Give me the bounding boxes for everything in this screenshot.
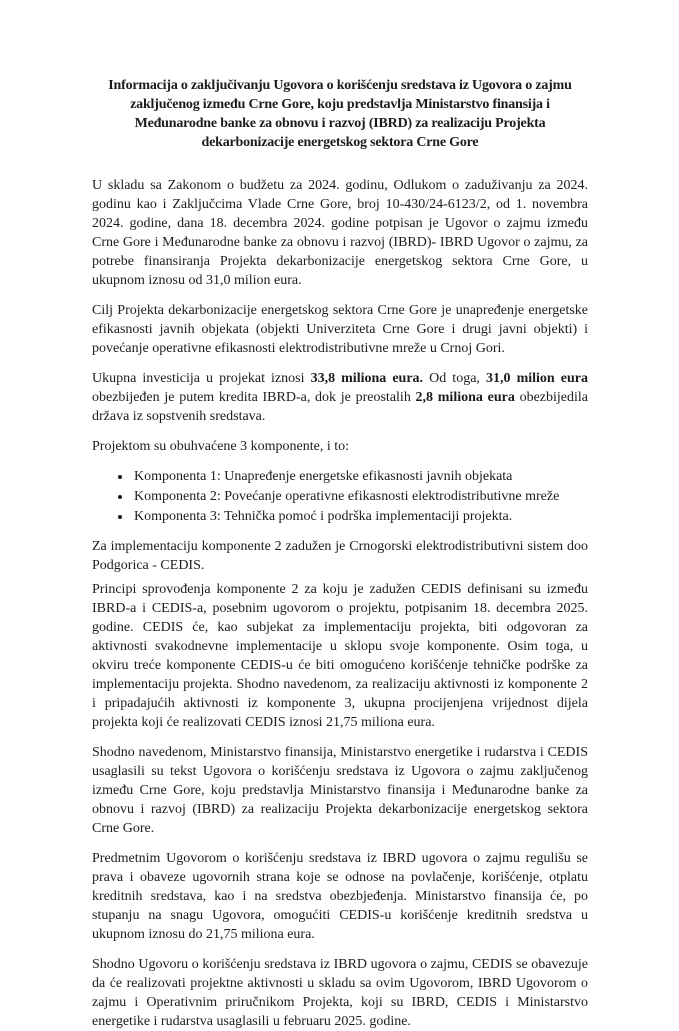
paragraph-agreement-scope: Predmetnim Ugovorom o korišćenju sredstava iz IBRD ugovora o zajmu regulišu se prava i obaveze ugovornih strana koje se odnose na povlačenje, korišćenje, otplatu kreditnih sredstava, kao i na sredstva obezbjeđenja. Ministarstvo finansija će, po stupanju na snagu Ugovora, omogućiti CEDIS-u korišćenje kreditnih sredstva u ukupnom iznosu do 21,75 miliona eura.	[92, 851, 588, 942]
paragraph-cedis-obligations: Shodno Ugovoru o korišćenju sredstava iz IBRD ugovora o zajmu, CEDIS se obavezuje da će realizovati projektne aktivnosti u skladu sa ovim Ugovorom, IBRD Ugovorom o zajmu i Operativnim priručnikom Projekta, koji su IBRD, CEDIS i Ministarstvo energetike i rudarstva usaglasili u februaru 2025. godine.	[92, 957, 588, 1029]
investment-state-amount: 2,8 miliona eura	[415, 390, 515, 405]
paragraph-components-intro: Projektom su obuhvaćene 3 komponente, i to:	[92, 439, 350, 454]
investment-ibrd-amount: 31,0 milion eura	[486, 371, 588, 386]
investment-total-amount: 33,8 miliona eura.	[310, 371, 424, 386]
components-list	[92, 467, 588, 527]
paragraph-project-goal: Cilj Projekta dekarbonizacije energetskog sektora Crne Gore je unapređenje energetske efikasnosti javnih objekata (objekti Univerziteta Crne Gore i drugi javni objekti) i povećanje operativne efikasnosti elektrodistributivne mreže u Crnoj Gori.	[92, 303, 588, 356]
investment-text-2: Od toga,	[423, 371, 486, 386]
paragraph-implementation-principles: Principi sprovođenja komponente 2 za koju je zadužen CEDIS definisani su između IBRD-a i CEDIS-a, posebnim ugovorom o projektu, potpisanim 18. decembra 2025. godine. CEDIS će, kao subjekat za implementaciju projekta, biti odgovoran za aktivnosti svakodnevne implementacije u sklopu svoje komponente. Osim toga, u okviru treće komponente CEDIS-u će biti omogućeno korišćenje tehničke podrške za implementaciju projekta. Shodno navedenom, za realizaciju aktivnosti iz komponente 2 i pripadajućih aktivnosti iz komponente 3, ukupna procijenjena vrijednost dijela projekta koji će realizovati CEDIS iznosi 21,75 miliona eura.	[92, 582, 588, 730]
list-item-component-2: • Komponenta 2: Povećanje operativne efikasnosti elektrodistributivne mreže	[132, 487, 588, 507]
investment-text-1: Ukupna investicija u projekat iznosi	[92, 371, 311, 386]
list-item-component-1: • Komponenta 1: Unapređenje energetske efikasnosti javnih objekata	[132, 467, 588, 487]
paragraph-loan-signing: U skladu sa Zakonom o budžetu za 2024. godinu, Odlukom o zaduživanju za 2024. godinu kao i Zaključcima Vlade Crne Gore, broj 10-430/24-6123/2, od 1. novembra 2024. godine, dana 18. decembra 2024. godine potpisan je Ugovor o zajmu između Crne Gore i Međunarodne banke za obnovu i razvoj (IBRD)- IBRD Ugovor o zajmu, za potrebe finansiranja Projekta dekarbonizacije energetskog sektora Crne Gore, u ukupnom iznosu od 31,0 milion eura.	[92, 178, 588, 288]
paragraph-agreement-alignment: Shodno navedenom, Ministarstvo finansija, Ministarstvo energetike i rudarstva i CEDIS usaglasili su tekst Ugovora o korišćenju sredstava iz Ugovora o zajmu zaključenog između Crne Gore, koju predstavlja Ministarstvo finansija i Međunarodne banke za obnovu i razvoj (IBRD) za realizaciju Projekta dekarbonizacije energetskog sektora Crne Gore.	[92, 745, 588, 836]
investment-text-3: obezbijeđen je putem kredita IBRD-a, dok je preostalih	[92, 390, 416, 405]
paragraph-investment	[92, 369, 588, 426]
list-item-component-3: • Komponenta 3: Tehnička pomoć i podrška implementaciji projekta.	[132, 507, 588, 527]
paragraph-cedis-assignment: Za implementaciju komponente 2 zadužen je Crnogorski elektrodistributivni sistem doo Podgorica - CEDIS.	[92, 539, 588, 573]
document-title: Informacija o zaključivanju Ugovora o korišćenju sredstava iz Ugovora o zajmu zaključenog između Crne Gore, koju predstavlja Ministarstvo finansija i Međunarodne banke za obnovu i razvoj (IBRD) za realizaciju Projekta dekarbonizacije energetskog sektora Crne Gore	[108, 78, 572, 150]
investment-text-4: obezbijedila država iz sopstvenih sredstava.	[92, 390, 588, 424]
